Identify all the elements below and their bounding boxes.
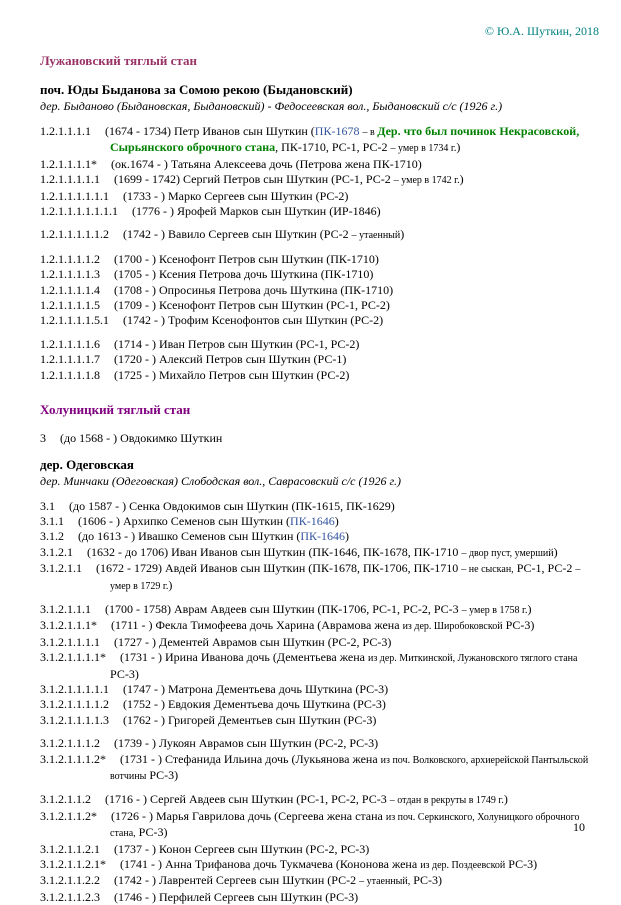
- genealogy-entry: [40, 157, 599, 172]
- genealogy-entry: [40, 189, 599, 204]
- entry-text-segment: (1720 - ) Алексий Петров сын Шуткин (РС-1): [114, 352, 346, 366]
- entry-text-segment: (1725 - ) Михайло Петров сын Шуткин (РС-2): [114, 368, 349, 382]
- entry-text-segment: РС-1, РС-2: [514, 561, 576, 575]
- entry-number: 3.1.2.1.1.1.1*: [40, 650, 106, 664]
- entry-text-segment: (ок.1674 - ) Татьяна Алексеева дочь (Петрова жена ПК-1710): [111, 157, 422, 171]
- page-number: 10: [573, 820, 585, 835]
- entry-number: 1.2.1.1.1.1.8: [40, 368, 100, 382]
- place-block: [40, 457, 599, 489]
- entry-text-segment: – утаенный,: [359, 876, 410, 887]
- entry-list: [40, 431, 599, 446]
- entry-number: 1.2.1.1.1.1: [40, 124, 91, 138]
- entry-text-segment: ): [345, 529, 349, 543]
- genealogy-entry: [40, 697, 599, 712]
- entry-text-segment: (1714 - ) Иван Петров сын Шуткин (РС-1, РС-2): [114, 337, 359, 351]
- entry-number: 3.1.2.1.1.1.1.3: [40, 713, 109, 727]
- genealogy-entry: [40, 561, 599, 594]
- genealogy-entry: [40, 337, 599, 352]
- entry-text-segment: ): [400, 227, 404, 241]
- entry-text-segment: (1747 - ) Матрона Дементьева дочь Шуткина (РС-3): [123, 682, 388, 696]
- entry-text-segment: (до 1587 - ) Сенка Овдокимов сын Шуткин (ПК-1615, ПК-1629): [69, 499, 395, 513]
- entry-number: 3.1.2.1.1.2*: [40, 809, 97, 823]
- entry-text-segment: (1711 - ) Фекла Тимофеева дочь Харина (Аврамова жена: [111, 618, 403, 632]
- entry-number: 3.1.2.1.1.2.2: [40, 873, 100, 887]
- entry-text-segment: (1742 - ) Лаврентей Сергеев сын Шуткин (РС-2: [114, 873, 359, 887]
- entry-number: 1.2.1.1.1.1.2: [40, 252, 100, 266]
- entry-text-segment: (1700 - 1758) Аврам Авдеев сын Шуткин (ПК-1706, РС-1, РС-2, РС-3: [105, 602, 462, 616]
- entry-text-segment: (1762 - ) Григорей Дементьев сын Шуткин (РС-3): [123, 713, 376, 727]
- entry-text-segment: РС-3): [505, 857, 537, 871]
- entry-number: 3.1.2.1.1.2.3: [40, 890, 100, 904]
- entry-text-segment: (до 1568 - ) Овдокимко Шуткин: [60, 431, 222, 445]
- entry-text-segment: (1672 - 1729) Авдей Иванов сын Шуткин (ПК-1678, ПК-1706, ПК-1710: [96, 561, 461, 575]
- entry-text-segment: (1700 - ) Ксенофонт Петров сын Шуткин (ПК-1710): [114, 252, 379, 266]
- entry-number: 1.2.1.1.1.1.1: [40, 172, 100, 186]
- entry-number: 1.2.1.1.1.1.1.1: [40, 189, 109, 203]
- entry-number: 3.1.2.1.1: [40, 561, 82, 575]
- entry-text-segment: ): [335, 514, 339, 528]
- entry-text-segment: (1733 - ) Марко Сергеев сын Шуткин (РС-2): [123, 189, 348, 203]
- entry-number: 3.1.2.1.1.1.2*: [40, 752, 106, 766]
- genealogy-entry: [40, 890, 599, 905]
- genealogy-entry: [40, 124, 599, 157]
- entry-text-segment: (1709 - ) Ксенофонт Петров сын Шуткин (РС-1, РС-2): [114, 298, 390, 312]
- entry-text-segment: РС-3): [146, 768, 178, 782]
- entry-text-segment: (1708 - ) Опросинья Петрова дочь Шуткина (ПК-1710): [114, 283, 393, 297]
- entry-text-segment: (1699 - 1742) Сергий Петров сын Шуткин (РС-1, РС-2: [114, 172, 394, 186]
- entry-text-segment: (1716 - ) Сергей Авдеев сын Шуткин (РС-1, РС-2, РС-3: [105, 792, 390, 806]
- entry-number: 3.1.2.1: [40, 545, 73, 559]
- entry-list: [40, 499, 599, 905]
- entry-number: 3.1.2.1.1.2.1*: [40, 857, 106, 871]
- entry-text-segment: (1731 - ) Ирина Иванова дочь (Дементьева жена: [120, 650, 368, 664]
- genealogy-entry: [40, 499, 599, 514]
- place-subtitle: дер. Быданово (Быдановская, Быдановский) - Федосеевская вол., Быдановский с/с (1926 г.): [40, 99, 599, 114]
- section-luzhanovsky: [40, 53, 599, 383]
- entry-text-segment: ): [528, 602, 532, 616]
- genealogy-entry: [40, 857, 599, 873]
- entry-text-segment: (1742 - ) Трофим Ксенофонтов сын Шуткин (РС-2): [123, 313, 383, 327]
- section-kholunitsky: [40, 402, 599, 905]
- genealogy-entry: [40, 313, 599, 328]
- genealogy-entry: [40, 227, 599, 243]
- entry-list: [40, 124, 599, 383]
- entry-number: 3.1.2.1.1.1.1.2: [40, 697, 109, 711]
- entry-number: 3.1.2.1.1.1.2: [40, 736, 100, 750]
- genealogy-entry: [40, 172, 599, 188]
- entry-text-segment: , ПК-1710, РС-1, РС-2: [275, 140, 390, 154]
- place-title: дер. Одеговская: [40, 457, 599, 473]
- entry-number: 3.1.1: [40, 514, 64, 528]
- entry-text-segment: ПК-1646: [300, 529, 345, 543]
- entry-text-segment: (1731 - ) Стефанида Ильина дочь (Лукьянова жена: [120, 752, 381, 766]
- entry-text-segment: – утаенный: [352, 230, 401, 241]
- genealogy-entry: [40, 298, 599, 313]
- entry-text-segment: ): [554, 545, 558, 559]
- entry-text-segment: (до 1613 - ) Ивашко Семенов сын Шуткин (: [78, 529, 300, 543]
- entry-text-segment: ): [460, 172, 464, 186]
- genealogy-entry: [40, 431, 599, 446]
- entry-text-segment: (1737 - ) Конон Сергеев сын Шуткин (РС-2, РС-3): [114, 842, 369, 856]
- genealogy-entry: [40, 514, 599, 529]
- entry-text-segment: РС-3): [503, 618, 535, 632]
- entry-text-segment: из поч. Серкинского, Холуницкого оброчного стана,: [110, 812, 580, 839]
- entry-text-segment: (1727 - ) Дементей Аврамов сын Шуткин (РС-2, РС-3): [114, 635, 391, 649]
- entry-text-segment: ): [456, 140, 460, 154]
- place-subtitle: дер. Минчаки (Одеговская) Слободская вол., Саврасовский с/с (1926 г.): [40, 474, 599, 489]
- entry-text-segment: – отдан в рекруты в 1749 г.: [390, 795, 504, 806]
- entry-number: 1.2.1.1.1.1.1.1.1: [40, 204, 118, 218]
- entry-text-segment: – не сыскан,: [461, 564, 513, 575]
- genealogy-entry: [40, 842, 599, 857]
- genealogy-entry: [40, 650, 599, 682]
- entry-number: 1.2.1.1.1.1.3: [40, 267, 100, 281]
- genealogy-entry: [40, 368, 599, 383]
- genealogy-entry: [40, 618, 599, 634]
- genealogy-entry: [40, 713, 599, 728]
- entry-number: 1.2.1.1.1.1.1.2: [40, 227, 109, 241]
- entry-text-segment: из дер. Миткинской, Лужановского тяглого стана: [368, 653, 577, 664]
- genealogy-entry: [40, 252, 599, 267]
- entry-text-segment: (1739 - ) Лукоян Аврамов сын Шуткин (РС-2, РС-3): [114, 736, 378, 750]
- section-heading: Холуницкий тяглый стан: [40, 402, 599, 418]
- genealogy-entry: [40, 602, 599, 618]
- entry-number: 1.2.1.1.1.1.7: [40, 352, 100, 366]
- place-title: поч. Юды Быданова за Сомою рекою (Быдановский): [40, 82, 599, 98]
- entry-text-segment: – умер в 1742 г.: [394, 175, 460, 186]
- entry-number: 3.1.2.1.1.2: [40, 792, 91, 806]
- entry-text-segment: РС-3): [136, 825, 168, 839]
- entry-text-segment: из дер. Широбоковской: [403, 621, 503, 632]
- entry-number: 3.1.2.1.1.1*: [40, 618, 97, 632]
- copyright-notice: © Ю.А. Шуткин, 2018: [40, 24, 599, 39]
- entry-text-segment: РС-3): [410, 873, 442, 887]
- entry-number: 3.1: [40, 499, 55, 513]
- entry-text-segment: (1632 - до 1706) Иван Иванов сын Шуткин (ПК-1646, ПК-1678, ПК-1710: [87, 545, 461, 559]
- entry-number: 3.1.2.1.1.1.1: [40, 635, 100, 649]
- entry-text-segment: (1776 - ) Ярофей Марков сын Шуткин (ИР-1846): [132, 204, 381, 218]
- entry-number: 3.1.2: [40, 529, 64, 543]
- entry-text-segment: (1726 - ) Марья Гаврилова дочь (Сергеева жена стана: [111, 809, 386, 823]
- entry-text-segment: – умер в 1729 г.: [110, 564, 580, 591]
- entry-text-segment: – двор пуст, умерший: [461, 548, 553, 559]
- genealogy-entry: [40, 752, 599, 785]
- entry-number: 1.2.1.1.1.1*: [40, 157, 97, 171]
- entry-text-segment: – в: [362, 127, 377, 138]
- entry-number: 3.1.2.1.1.1: [40, 602, 91, 616]
- entry-text-segment: (1674 - 1734) Петр Иванов сын Шуткин (: [105, 124, 315, 138]
- genealogy-entry: [40, 873, 599, 889]
- entry-text-segment: РС-3): [110, 667, 139, 681]
- entry-text-segment: (1741 - ) Анна Трифанова дочь Тукмачева (Кононова жена: [120, 857, 420, 871]
- entry-number: 1.2.1.1.1.1.4: [40, 283, 100, 297]
- entry-text-segment: – умер в 1758 г.: [462, 605, 528, 616]
- entry-number: 3.1.2.1.1.2.1: [40, 842, 100, 856]
- genealogy-entry: [40, 809, 599, 842]
- entry-text-segment: ): [504, 792, 508, 806]
- entry-text-segment: (1752 - ) Евдокия Дементьева дочь Шуткина (РС-3): [123, 697, 386, 711]
- genealogy-entry: [40, 736, 599, 751]
- entry-text-segment: (1742 - ) Вавило Сергеев сын Шуткин (РС-2: [123, 227, 352, 241]
- genealogy-entry: [40, 635, 599, 650]
- genealogy-entry: [40, 352, 599, 367]
- entry-text-segment: из поч. Волковского, архиерейской Пантыльской вотчины: [110, 755, 588, 782]
- genealogy-entry: [40, 682, 599, 697]
- entry-text-segment: ): [168, 578, 172, 592]
- entry-text-segment: (1606 - ) Архипко Семенов сын Шуткин (: [78, 514, 290, 528]
- genealogy-entry: [40, 204, 599, 219]
- genealogy-entry: [40, 792, 599, 808]
- entry-text-segment: Дер. что был починок Некрасовской, Сырьянского оброчного стана: [110, 124, 579, 154]
- entry-text-segment: – умер в 1734 г.: [390, 143, 456, 154]
- genealogy-entry: [40, 283, 599, 298]
- entry-number: 1.2.1.1.1.1.5: [40, 298, 100, 312]
- entry-number: 1.2.1.1.1.1.6: [40, 337, 100, 351]
- entry-text-segment: из дер. Поздеевской: [420, 860, 505, 871]
- entry-number: 1.2.1.1.1.1.5.1: [40, 313, 109, 327]
- genealogy-entry: [40, 267, 599, 282]
- genealogy-entry: [40, 545, 599, 561]
- entry-text-segment: ПК-1678: [315, 124, 360, 138]
- entry-text-segment: ПК-1646: [290, 514, 335, 528]
- section-heading: Лужановский тяглый стан: [40, 53, 599, 69]
- entry-text-segment: (1705 - ) Ксения Петрова дочь Шуткина (ПК-1710): [114, 267, 373, 281]
- entry-number: 3.1.2.1.1.1.1.1: [40, 682, 109, 696]
- entry-number: 3: [40, 431, 46, 445]
- entry-text-segment: (1746 - ) Перфилей Сергеев сын Шуткин (РС-3): [114, 890, 358, 904]
- genealogy-entry: [40, 529, 599, 544]
